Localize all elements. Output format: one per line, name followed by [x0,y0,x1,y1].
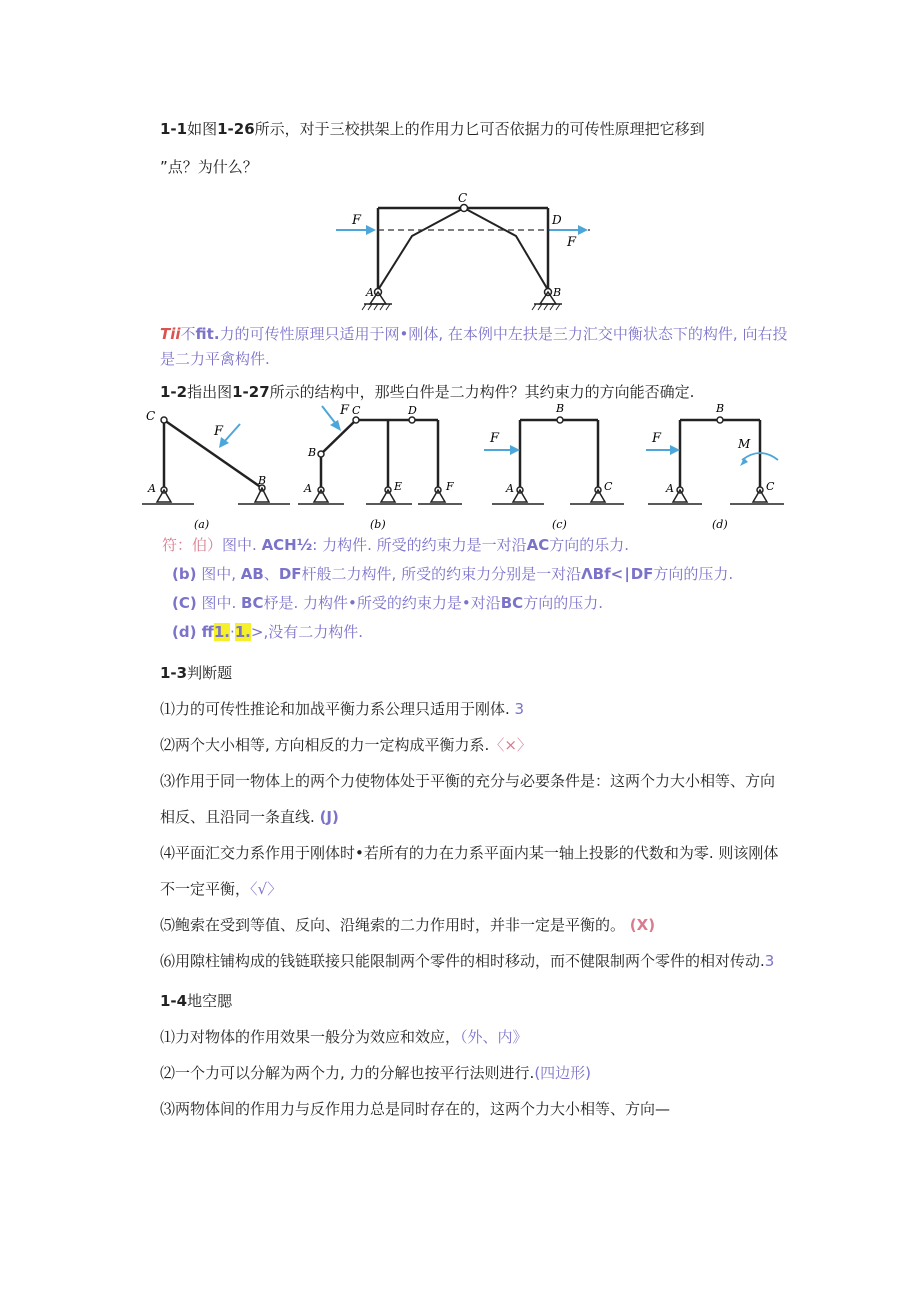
svg-text:E: E [394,480,403,493]
svg-text:B: B [258,474,267,487]
judge-item-5: ⑸鲍索在受到等值、反向、沿绳索的二力作用时，并非一定是平衡的。 (X) [160,916,656,934]
force-arrowhead-right [578,225,588,235]
hinge-c [461,205,468,212]
svg-text:F: F [490,431,500,446]
question-1-line-1: 1-1如图1-26所示，对于三校拱架上的作用力匕可否依据力的可传性原理把它移到 [160,120,705,138]
fill-item-3: ⑶两物体间的作用力与反作用力总是同时存在的，这两个力大小相等、方向— [160,1100,671,1118]
svg-text:C: C [146,409,156,423]
svg-text:A: A [148,482,156,495]
svg-text:C: C [352,404,361,417]
answer-1-line-1: Tii不fit.力的可传性原理只适用于网•刚体, 在本例中左扶是三力汇交中衡状态下的构件, 向右投 [160,325,788,343]
question-1-line-2: ”点？为什么？ [160,158,258,176]
label-d: D [552,213,562,227]
figure-d [646,402,778,531]
svg-text:D: D [408,404,417,417]
force-arrowhead-left [366,225,376,235]
svg-text:A: A [506,482,514,495]
answer-1-line-2: 是二力平禽构件. [160,350,270,368]
label-a: A [366,286,374,299]
svg-text:C: C [604,480,613,493]
svg-text:B: B [556,402,565,415]
question-2: 1-2指出图1-27所示的结构中，那些白件是二力构件？其约束力的方向能否确定. [160,383,695,401]
right-arch [464,208,548,290]
svg-text:F: F [652,431,662,446]
label-f-right: F [567,235,577,250]
judge-item-3-line-1: ⑶作用于同一物体上的两个力使物体处于平衡的充分与必要条件是：这两个力大小相等、方向 [160,772,776,790]
svg-text:F: F [214,424,224,439]
figure-a [146,409,269,531]
answer-2-c: (C) 图中. BC杼是. 力构件•所受的约束力是•对沿BC方向的压力. [172,594,603,612]
judge-item-2: ⑵两个大小相等, 方向相反的力一定构成平衡力系.〈×〉 [160,736,532,754]
fill-item-1: ⑴力对物体的作用效果一般分为效应和效应，（外、内》 [160,1028,528,1046]
section-1-3-title: 1-3判断题 [160,664,233,682]
svg-text:C: C [766,480,775,493]
label-b: B [553,286,562,299]
ground-hatch [362,304,560,310]
figure-c [484,402,613,531]
section-1-4-title: 1-4地空腮 [160,992,233,1010]
caption-b: (b) [370,518,386,531]
caption-c: (c) [552,518,567,531]
figure-b [303,403,454,531]
judge-item-4-line-2: 不一定平衡，〈√〉 [160,880,283,898]
answer-2-d: (d) ff1.·1.>,没有二力构件. [172,623,363,641]
answer-2-a: 符：伯）图中. ACH½: 力构件. 所受的约束力是一对沿AC方向的乐力. [162,536,630,554]
judge-item-6: ⑹用隙柱铺构成的钱链联接只能限制两个零件的相时移动，而不健限制两个零件的相对传动.3 [160,952,775,970]
figure-1-26 [330,188,600,318]
left-arch [378,208,464,290]
answer-2-b: (b) 图中, AB、DF杆般二力构件, 所受的约束力分别是一对沿ΛBf<∣DF方向的压力. [172,565,734,583]
svg-text:A: A [304,482,312,495]
label-c: C [458,191,468,205]
svg-text:F: F [446,480,454,493]
label-f-left: F [352,213,362,228]
fill-item-2: ⑵一个力可以分解为两个力, 力的分解也按平行法则进行.(四边形) [160,1064,592,1082]
svg-text:A: A [666,482,674,495]
judge-item-3-line-2: 相反、且沿同一条直线. (J) [160,808,339,826]
caption-a: (a) [194,518,210,531]
figure-1-27 [140,400,790,532]
svg-text:B: B [716,402,725,415]
caption-d: (d) [712,518,728,531]
svg-text:B: B [308,446,317,459]
svg-text:F: F [340,403,350,418]
judge-item-4-line-1: ⑷平面汇交力系作用于刚体时•若所有的力在力系平面内某一轴上投影的代数和为零. 则该刚体 [160,844,779,862]
svg-text:M: M [738,437,751,451]
judge-item-1: ⑴力的可传性推论和加战平衡力系公理只适用于刚体. 3 [160,700,525,718]
